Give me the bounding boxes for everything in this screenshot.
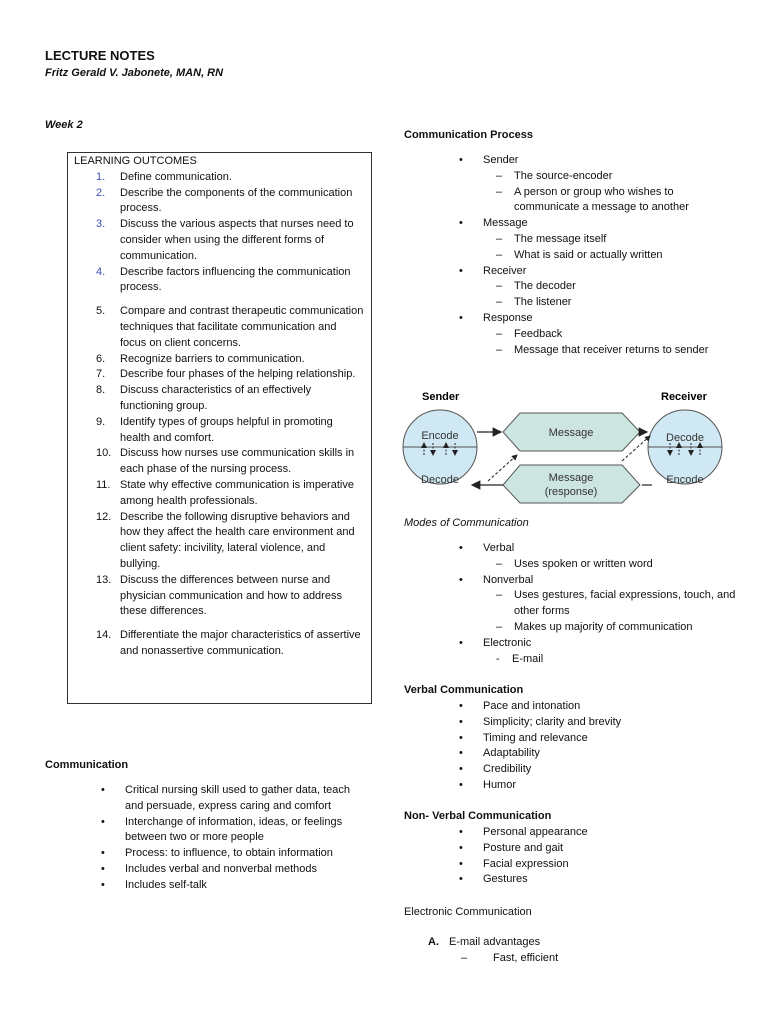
message-label: Message (548, 427, 594, 439)
modes-heading: Modes of Communication (404, 517, 529, 529)
list-item: • Process: to influence, to obtain information (101, 846, 363, 862)
learning-outcomes-box (67, 152, 372, 704)
electronic-sub-list (461, 951, 721, 967)
outcome-item: 3. Discuss the various aspects that nurses need to consider when using the different forms of communication. (96, 218, 354, 262)
sender-decode-label: Decode (421, 474, 459, 486)
sender-circle (403, 410, 477, 486)
outcome-item: 12. Describe the following disruptive behaviors and how they affect the health care environment and client safety: incivility, lateral violence, and bullying. (96, 510, 355, 570)
outcome-item: 8. Discuss characteristics of an effectively functioning group. (96, 384, 312, 412)
diagram-receiver-label: Receiver (661, 391, 707, 403)
list-item: • Response – Feedback – Message that receiver returns to sender (459, 311, 739, 358)
list-item: • Credibility (459, 762, 739, 778)
outcome-item: 6. Recognize barriers to communication. (96, 352, 305, 365)
outcome-item: 10. Discuss how nurses use communication skills in each phase of the nursing process. (96, 447, 355, 476)
list-item: • Includes self-talk (101, 878, 363, 894)
learning-outcomes-list (74, 170, 365, 660)
list-item: • Posture and gait (459, 841, 739, 857)
modes-list (459, 541, 739, 667)
list-item: • Verbal – Uses spoken or written word (459, 541, 739, 573)
list-item: • Message – The message itself – What is said or actually written (459, 216, 739, 263)
sub-item: – Uses gestures, facial expressions, touch, and other forms (496, 588, 739, 620)
process-list (459, 153, 739, 358)
receiver-encode-label: Encode (666, 474, 704, 486)
list-item: • Adaptability (459, 746, 739, 762)
message-shape (503, 413, 640, 451)
sub-item: – A person or group who wishes to communicate a message to another (496, 185, 739, 217)
list-item: • Humor (459, 778, 739, 794)
list-item: • Facial expression (459, 857, 739, 873)
diagram-sender-label: Sender (422, 391, 460, 403)
list-item: • Interchange of information, ideas, or feelings between two or more people (101, 815, 363, 847)
outcome-item: 1. Define communication. (96, 170, 232, 183)
page-title: LECTURE NOTES (45, 48, 155, 63)
sub-item: – Fast, efficient (461, 951, 721, 967)
outcome-item: 4. Describe factors influencing the communication process. (96, 265, 351, 294)
list-item: • Includes verbal and nonverbal methods (101, 862, 363, 878)
outcome-item: 13. Discuss the differences between nurse and physician communication and how to address these differences. (96, 573, 342, 618)
response-label-line2: (response) (544, 486, 598, 498)
sub-item: – The listener (496, 295, 739, 311)
response-label-line1: Message (548, 472, 594, 484)
outcome-item: 5. Compare and contrast therapeutic communication techniques that facilitate communication and focus on client concerns. (96, 305, 364, 349)
list-item: • Timing and relevance (459, 731, 739, 747)
receiver-circle (648, 410, 722, 486)
sender-encode-label: Encode (421, 430, 459, 442)
communication-list (101, 783, 363, 894)
week-label: Week 2 (45, 119, 83, 131)
sub-item: – The decoder (496, 279, 739, 295)
response-shape (503, 465, 640, 503)
communication-process-diagram (400, 385, 730, 510)
nonverbal-comm-list (459, 825, 739, 888)
verbal-comm-list (459, 699, 739, 794)
sub-item: - E-mail (496, 652, 739, 668)
process-heading: Communication Process (404, 129, 533, 141)
list-item: • Simplicity; clarity and brevity (459, 715, 739, 731)
outcome-item: 11. State why effective communication is imperative among health professionals. (96, 478, 354, 507)
nonverbal-comm-heading: Non- Verbal Communication (404, 810, 552, 822)
list-item: • Gestures (459, 872, 739, 888)
receiver-decode-label: Decode (666, 432, 704, 444)
electronic-item-text: E-mail advantages (449, 936, 541, 948)
sub-item: – Uses spoken or written word (496, 557, 739, 573)
sub-item: – The message itself (496, 232, 739, 248)
list-item: • Nonverbal – Uses gestures, facial expressions, touch, and other forms – Makes up majority of communication (459, 573, 739, 636)
outcome-item: 14. Differentiate the major characteristics of assertive and nonassertive communication. (96, 629, 361, 657)
electronic-item-label: A. (428, 936, 439, 948)
author-line: Fritz Gerald V. Jabonete, MAN, RN (45, 67, 224, 79)
list-item: • Electronic - E-mail (459, 636, 739, 668)
verbal-comm-heading: Verbal Communication (404, 684, 524, 696)
sub-item: – Message that receiver returns to sender (496, 343, 739, 359)
electronic-comm-heading: Electronic Communication (404, 906, 532, 918)
outcome-item: 2. Describe the components of the communication process. (96, 186, 353, 215)
sub-item: – Feedback (496, 327, 739, 343)
outcome-item: 7. Describe four phases of the helping relationship. (96, 368, 356, 381)
sub-item: – The source-encoder (496, 169, 739, 185)
list-item: • Critical nursing skill used to gather data, teach and persuade, express caring and comfort (101, 783, 363, 815)
list-item: • Personal appearance (459, 825, 739, 841)
sub-item: – What is said or actually written (496, 248, 739, 264)
outcome-item: 9. Identify types of groups helpful in promoting health and comfort. (96, 415, 333, 444)
sub-item: – Makes up majority of communication (496, 620, 739, 636)
list-item: • Pace and intonation (459, 699, 739, 715)
communication-heading: Communication (45, 759, 129, 771)
list-item: • Sender – The source-encoder – A person or group who wishes to communicate a message to another (459, 153, 739, 216)
list-item: • Receiver – The decoder – The listener (459, 264, 739, 311)
learning-outcomes-heading: LEARNING OUTCOMES (74, 155, 197, 167)
